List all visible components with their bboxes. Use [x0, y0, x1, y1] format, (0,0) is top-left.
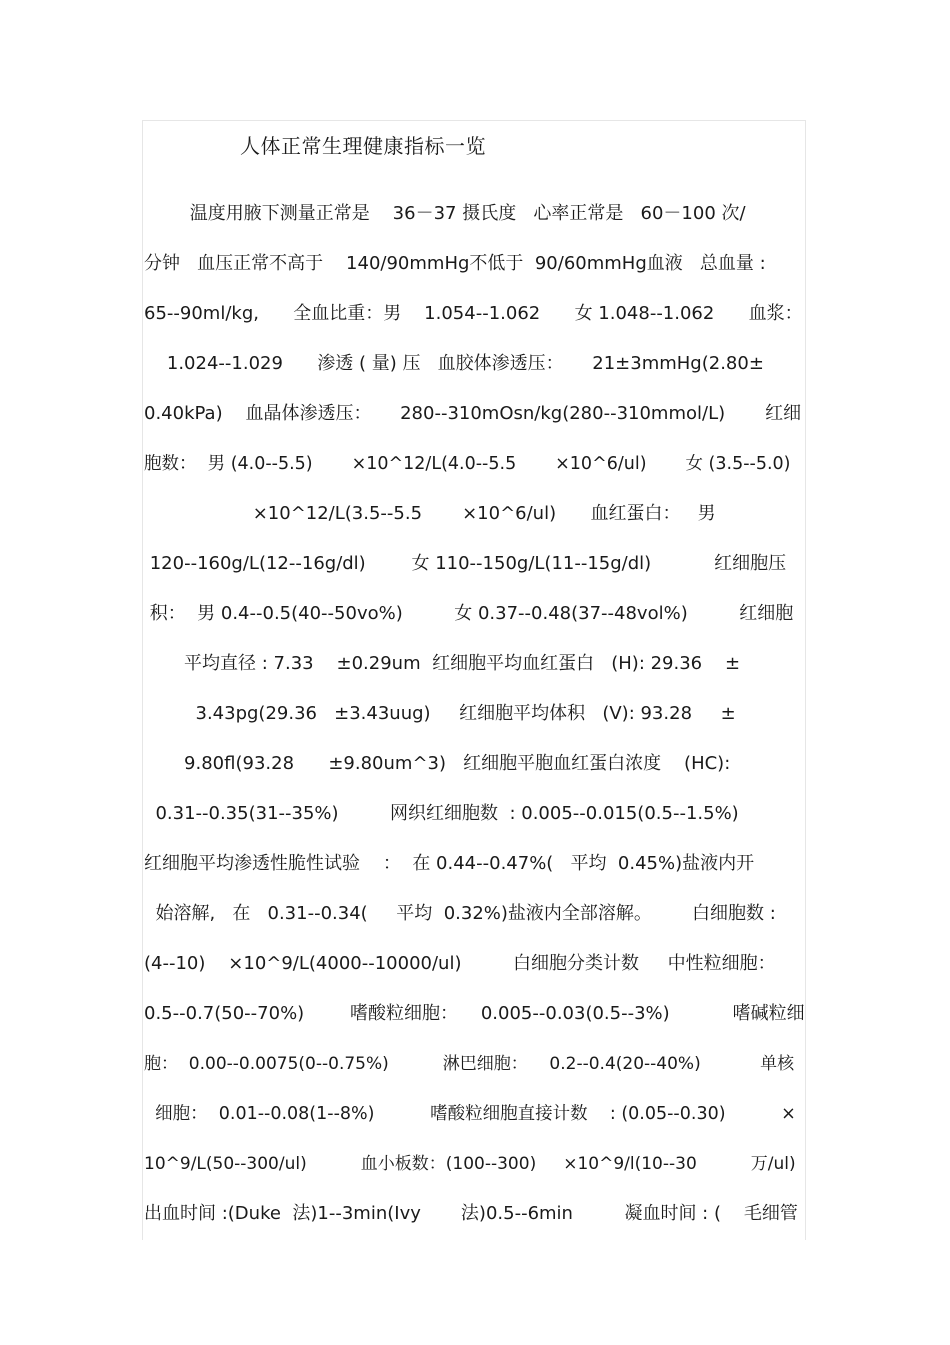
body-line: 10^9/L(50--300/ul) 血小板数：(100--300) ×10^9/l(10--30 万/ul): [144, 1154, 796, 1174]
body-line: 0.5--0.7(50--70%) 嗜酸粒细胞： 0.005--0.03(0.5--3%) 嗜碱粒细: [144, 1003, 805, 1024]
body-line: 出血时间 :(Duke 法)1--3min(Ivy 法)0.5--6min 凝血时间 : ( 毛细管: [144, 1203, 798, 1224]
body-line: 平均直径 : 7.33 ±0.29um 红细胞平均血红蛋白 (H): 29.36 ±: [144, 653, 741, 674]
body-line: 3.43pg(29.36 ±3.43uug) 红细胞平均体积 (V): 93.28 ±: [144, 703, 736, 724]
body-line: ×10^12/L(3.5--5.5 ×10^6/ul) 血红蛋白： 男: [144, 503, 716, 524]
body-line: 0.40kPa) 血晶体渗透压： 280--310mOsn/kg(280--310mmol/L) 红细: [144, 403, 802, 424]
body-line: 始溶解, 在 0.31--0.34( 平均 0.32%)盐液内全部溶解。 白细胞数 :: [144, 903, 776, 924]
body-line: 0.31--0.35(31--35%) 网织红细胞数 : 0.005--0.015(0.5--1.5%): [144, 803, 739, 824]
body-line: 积： 男 0.4--0.5(40--50vo%) 女 0.37--0.48(37--48vol%) 红细胞: [144, 603, 794, 624]
body-line: 温度用腋下测量正常是 36－37 摄氏度 心率正常是 60－100 次/: [144, 203, 746, 224]
body-line: 65--90ml/kg, 全血比重：男 1.054--1.062 女 1.048--1.062 血浆：: [144, 303, 803, 324]
body-line: (4--10) ×10^9/L(4000--10000/ul) 白细胞分类计数 中性粒细胞：: [144, 953, 776, 974]
body-line: 细胞： 0.01--0.08(1--8%) 嗜酸粒细胞直接计数 : (0.05--0.30) ×: [144, 1104, 796, 1124]
body-line: 120--160g/L(12--16g/dl) 女 110--150g/L(11--15g/dl) 红细胞压: [144, 553, 787, 574]
body-line: 9.80fl(93.28 ±9.80um^3) 红细胞平胞血红蛋白浓度 (HC):: [144, 753, 731, 774]
body-line: 胞数： 男 (4.0--5.5) ×10^12/L(4.0--5.5 ×10^6/ul) 女 (3.5--5.0): [144, 454, 791, 474]
body-line: 分钟 血压正常不高于 140/90mmHg不低于 90/60mmHg血液 总血量 :: [144, 253, 766, 274]
body-line: 胞： 0.00--0.0075(0--0.75%) 淋巴细胞： 0.2--0.4(20--40%) 单核: [144, 1054, 795, 1074]
body-line: 红细胞平均渗透性脆性试验 ： 在 0.44--0.47%( 平均 0.45%)盐液内开: [144, 853, 755, 874]
body-line: 1.024--1.029 渗透 ( 量) 压 血胶体渗透压： 21±3mmHg(2.80±: [144, 353, 764, 374]
document-title: 人体正常生理健康指标一览: [240, 134, 486, 158]
